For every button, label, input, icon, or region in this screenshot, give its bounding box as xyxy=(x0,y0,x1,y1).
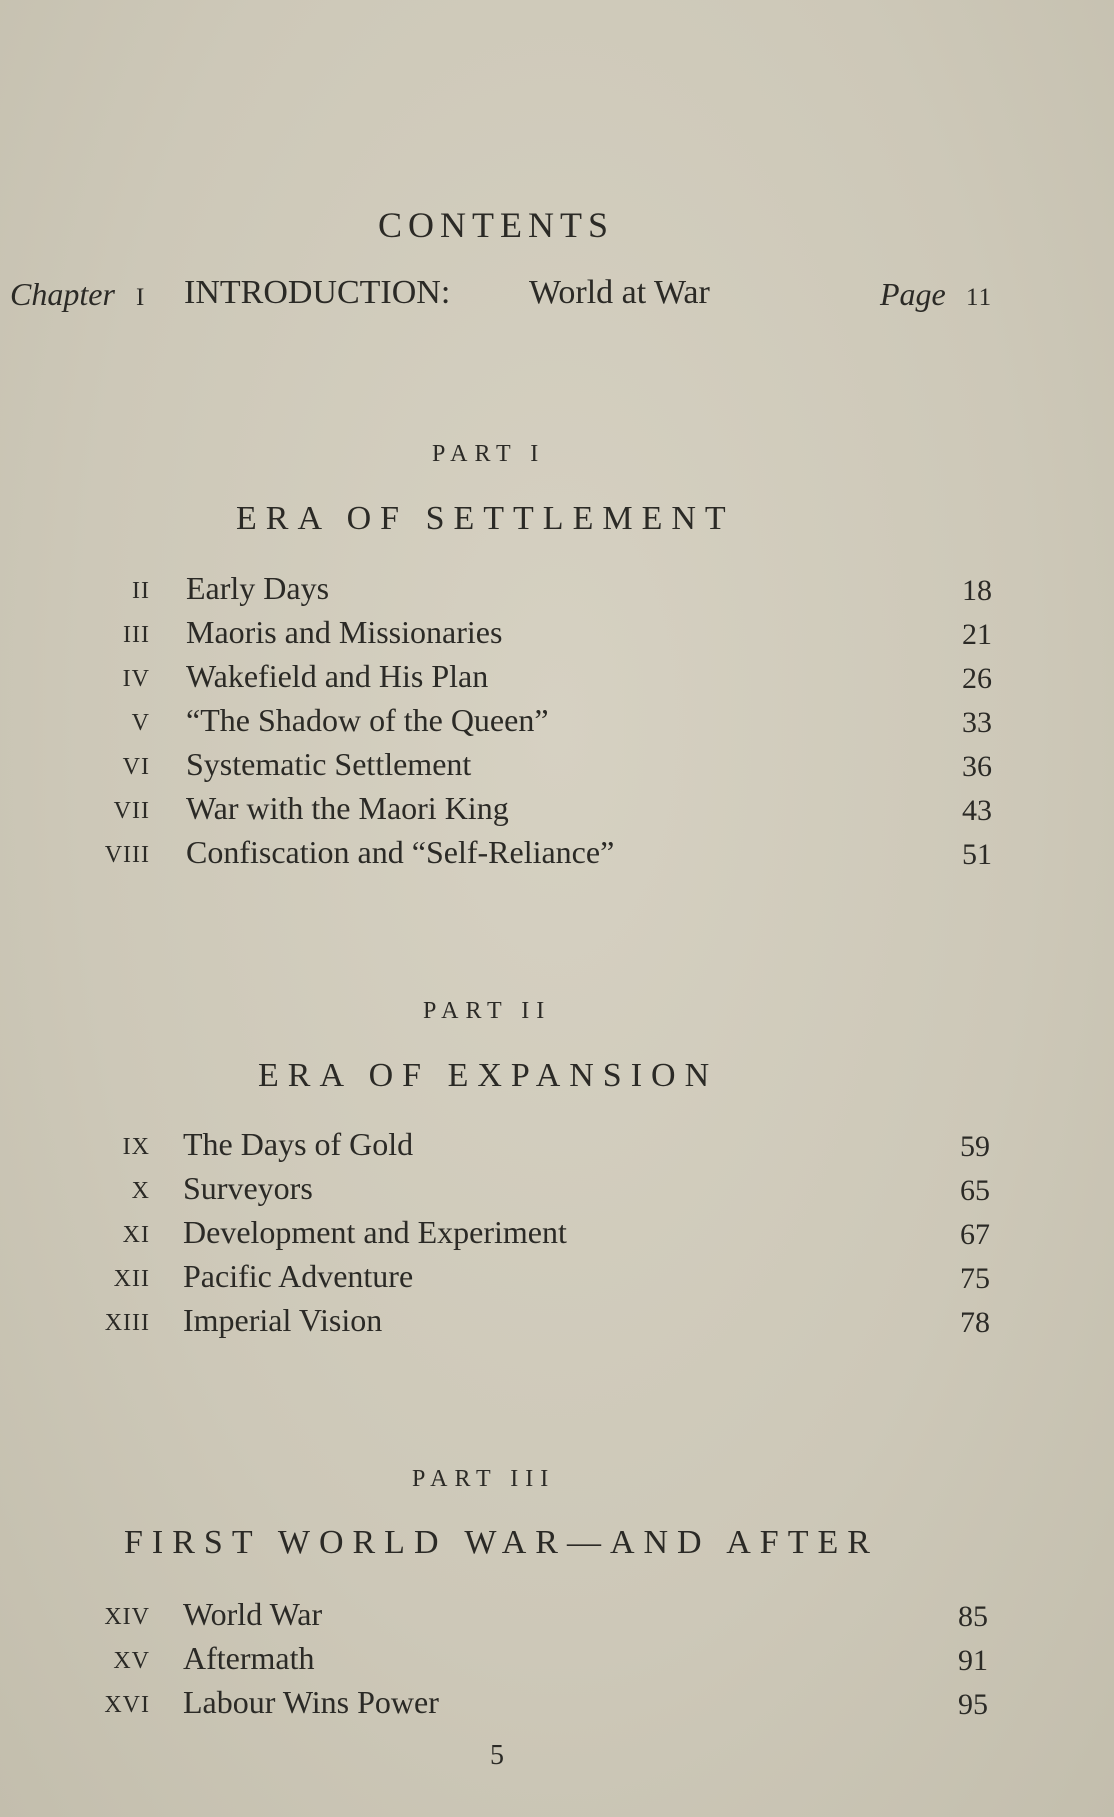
chapter-num: XIV xyxy=(104,1604,150,1630)
intro-row xyxy=(0,274,1114,320)
intro-title: INTRODUCTION: xyxy=(184,274,451,311)
toc-entry xyxy=(0,1170,1114,1210)
chapter-num: VI xyxy=(122,754,150,780)
chapter-title: Wakefield and His Plan xyxy=(186,658,489,694)
chapter-title: Development and Experiment xyxy=(183,1214,567,1250)
chapter-num: X xyxy=(131,1178,150,1204)
page-label: Page xyxy=(880,276,946,312)
chapter-page: 59 xyxy=(960,1130,990,1163)
part-2-label: PART II xyxy=(423,998,552,1024)
chapter-title: War with the Maori King xyxy=(186,790,509,826)
chapter-num: XV xyxy=(113,1648,150,1674)
page-number: 5 xyxy=(490,1740,504,1771)
chapter-page: 33 xyxy=(962,706,992,739)
chapter-num: III xyxy=(123,622,150,648)
part-3-title: FIRST WORLD WAR—AND AFTER xyxy=(124,1524,879,1561)
toc-entry xyxy=(0,614,1114,654)
chapter-num: IX xyxy=(122,1134,150,1160)
chapter-num: IV xyxy=(122,666,150,692)
chapter-title: The Days of Gold xyxy=(183,1126,414,1162)
chapter-num: XII xyxy=(113,1266,150,1292)
chapter-page: 36 xyxy=(962,750,992,783)
part-1-title: ERA OF SETTLEMENT xyxy=(236,500,735,537)
chapter-title: Early Days xyxy=(186,570,330,606)
chapter-title: World War xyxy=(183,1596,323,1632)
chapter-page: 75 xyxy=(960,1262,990,1295)
contents-heading: CONTENTS xyxy=(378,205,614,245)
chapter-title: Surveyors xyxy=(183,1170,313,1206)
chapter-title: Confiscation and “Self-Reliance” xyxy=(186,834,615,870)
chapter-page: 65 xyxy=(960,1174,990,1207)
part-1-label: PART I xyxy=(432,441,546,467)
part-3-label: PART III xyxy=(412,1466,556,1492)
chapter-title: Aftermath xyxy=(183,1640,315,1676)
chapter-number: I xyxy=(136,284,146,311)
chapter-label: Chapter xyxy=(10,276,115,312)
chapter-page: 91 xyxy=(958,1644,988,1677)
toc-entry xyxy=(0,570,1114,610)
chapter-num: V xyxy=(131,710,150,736)
chapter-title: Systematic Settlement xyxy=(186,746,472,782)
toc-entry xyxy=(0,790,1114,830)
chapter-num: XI xyxy=(122,1222,150,1248)
toc-entry xyxy=(0,834,1114,874)
chapter-num: II xyxy=(132,578,150,604)
chapter-page: 18 xyxy=(962,574,992,607)
chapter-page: 21 xyxy=(962,618,992,651)
intro-subtitle: World at War xyxy=(529,274,710,311)
toc-entry xyxy=(0,702,1114,742)
chapter-num: VIII xyxy=(104,842,150,868)
chapter-page: 51 xyxy=(962,838,992,871)
chapter-page: 67 xyxy=(960,1218,990,1251)
chapter-page: 26 xyxy=(962,662,992,695)
toc-entry xyxy=(0,746,1114,786)
toc-entry xyxy=(0,1640,1114,1680)
chapter-page: 43 xyxy=(962,794,992,827)
chapter-title: Labour Wins Power xyxy=(183,1684,439,1720)
chapter-title: Pacific Adventure xyxy=(183,1258,414,1294)
toc-entry xyxy=(0,1214,1114,1254)
toc-entry xyxy=(0,658,1114,698)
toc-entry xyxy=(0,1302,1114,1342)
chapter-num: VII xyxy=(113,798,150,824)
toc-entry xyxy=(0,1258,1114,1298)
chapter-page: 85 xyxy=(958,1600,988,1633)
chapter-page: 78 xyxy=(960,1306,990,1339)
chapter-num: XIII xyxy=(104,1310,150,1336)
intro-page-number: 11 xyxy=(966,284,993,311)
chapter-title: Maoris and Missionaries xyxy=(186,614,503,650)
chapter-num: XVI xyxy=(104,1692,150,1718)
chapter-page: 95 xyxy=(958,1688,988,1721)
chapter-title: “The Shadow of the Queen” xyxy=(186,702,549,738)
part-2-title: ERA OF EXPANSION xyxy=(258,1057,719,1094)
toc-entry xyxy=(0,1126,1114,1166)
toc-entry xyxy=(0,1596,1114,1636)
toc-entry xyxy=(0,1684,1114,1724)
chapter-title: Imperial Vision xyxy=(183,1302,383,1338)
